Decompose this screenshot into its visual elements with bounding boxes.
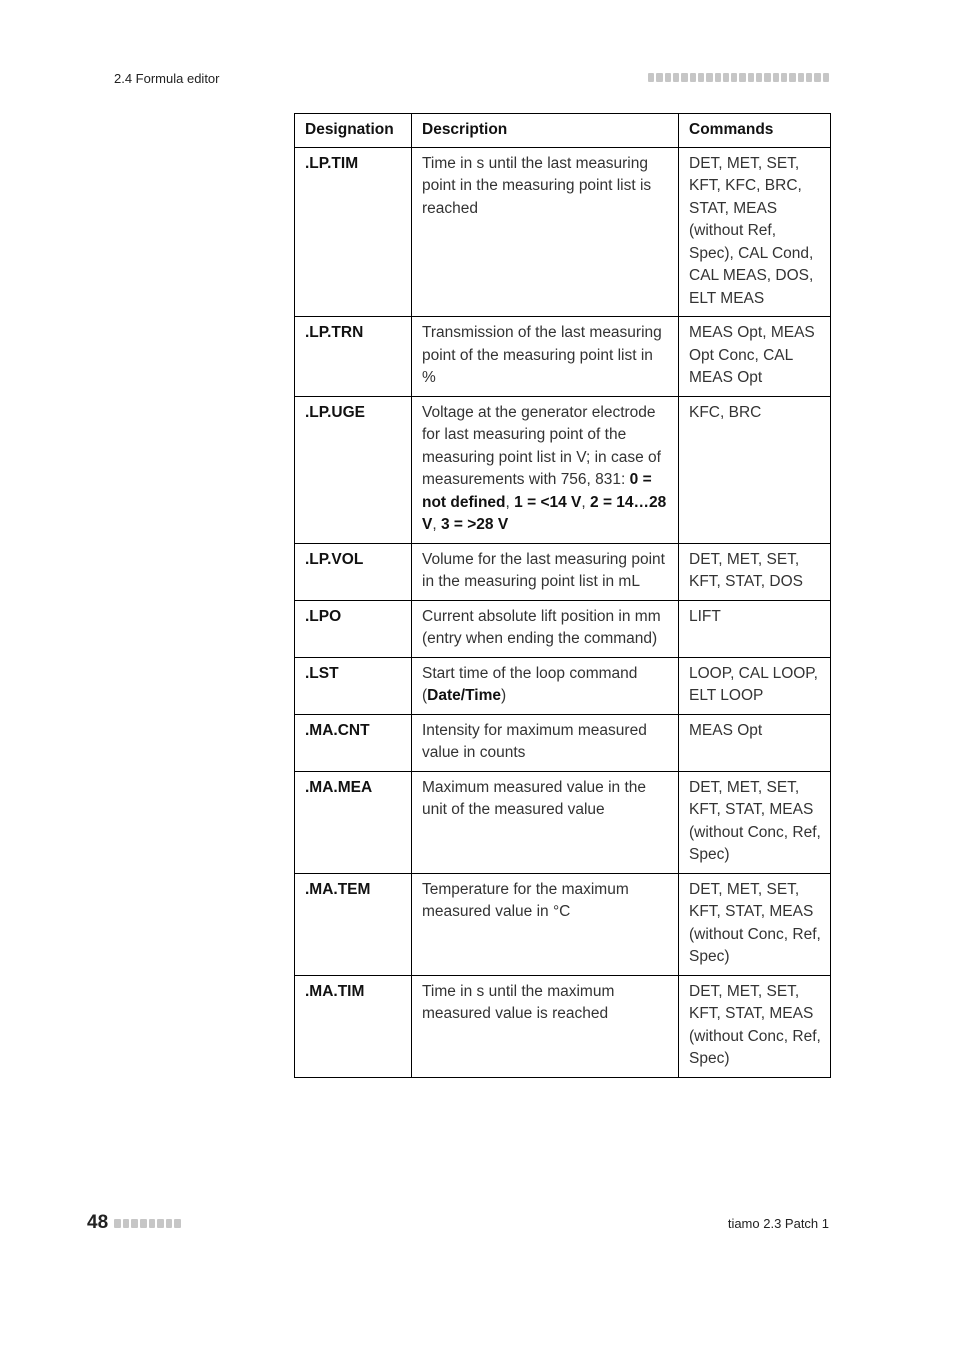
description-cell: [412, 771, 679, 873]
description-text: Volume for the last measuring point in the measuring point list in mL: [422, 550, 665, 590]
decoration-square: [781, 73, 787, 82]
decoration-square: [789, 73, 795, 82]
page-number: 48: [87, 1212, 109, 1233]
designation-cell: .LP.TRN: [295, 317, 412, 397]
designation-cell: .LP.TIM: [295, 147, 412, 317]
decoration-square: [698, 73, 704, 82]
table-row: [295, 147, 831, 317]
formula-variables-table: [294, 113, 831, 1078]
designation-cell: .LP.UGE: [295, 396, 412, 543]
description-bold-text: 0 = not defined: [422, 471, 652, 511]
column-header-description: Description: [412, 114, 679, 148]
description-text: ): [500, 687, 507, 704]
commands-cell: KFC, BRC: [679, 396, 831, 543]
description-cell: [412, 657, 679, 714]
description-cell: [412, 317, 679, 397]
table-row: [295, 771, 831, 873]
table-header-row: [295, 114, 831, 148]
commands-cell: MEAS Opt, MEAS Opt Conc, CAL MEAS Opt: [679, 317, 831, 397]
description-cell: [412, 396, 679, 543]
footer-decoration: [114, 1219, 181, 1228]
description-text: Current absolute lift position in mm (entry when ending the command): [422, 607, 661, 647]
decoration-square: [756, 73, 762, 82]
description-text: Start time of the loop command (: [422, 664, 638, 704]
decoration-square: [806, 73, 812, 82]
decoration-square: [731, 73, 737, 82]
description-cell: [412, 600, 679, 657]
column-header-designation: Designation: [295, 114, 412, 148]
description-text: ,: [581, 493, 591, 511]
description-text: Time in s until the last measuring point in the measuring point list is reached: [422, 154, 652, 217]
description-bold-text: 3 = >28 V: [440, 516, 509, 533]
decoration-square: [157, 1219, 164, 1228]
decoration-square: [166, 1219, 173, 1228]
decoration-square: [656, 73, 662, 82]
commands-cell: DET, MET, SET, KFT, STAT, MEAS (without Conc, Ref, Spec): [679, 771, 831, 873]
designation-cell: .LP.VOL: [295, 543, 412, 600]
footer-product: tiamo 2.3 Patch 1: [727, 1216, 829, 1231]
decoration-square: [131, 1219, 138, 1228]
table-row: [295, 873, 831, 975]
designation-cell: .MA.TIM: [295, 975, 412, 1077]
table-row: [295, 396, 831, 543]
description-bold-text: 2 = 14…28 V: [422, 493, 667, 533]
commands-cell: DET, MET, SET, KFT, STAT, MEAS (without Conc, Ref, Spec): [679, 975, 831, 1077]
commands-cell: DET, MET, SET, KFT, STAT, MEAS (without Conc, Ref, Spec): [679, 873, 831, 975]
decoration-square: [823, 73, 829, 82]
designation-cell: .MA.TEM: [295, 873, 412, 975]
table-row: [295, 543, 831, 600]
decoration-square: [723, 73, 729, 82]
decoration-square: [690, 73, 696, 82]
description-text: Intensity for maximum measured value in counts: [422, 721, 647, 761]
decoration-square: [706, 73, 712, 82]
decoration-square: [715, 73, 721, 82]
description-text: ,: [432, 516, 441, 533]
decoration-square: [814, 73, 820, 82]
table-row: [295, 714, 831, 771]
table-row: [295, 657, 831, 714]
description-text: Maximum measured value in the unit of the measured value: [422, 778, 646, 818]
description-cell: [412, 147, 679, 317]
decoration-square: [748, 73, 754, 82]
designation-cell: .MA.CNT: [295, 714, 412, 771]
description-bold-text: 1 = <14 V: [514, 493, 582, 511]
header-decoration: [648, 73, 829, 82]
decoration-square: [149, 1219, 156, 1228]
description-cell: [412, 543, 679, 600]
decoration-square: [114, 1219, 121, 1228]
decoration-square: [140, 1219, 147, 1228]
designation-cell: .MA.MEA: [295, 771, 412, 873]
description-bold-text: Date/Time: [427, 687, 501, 704]
table-row: [295, 975, 831, 1077]
decoration-square: [773, 73, 779, 82]
commands-cell: DET, MET, SET, KFT, STAT, DOS: [679, 543, 831, 600]
commands-cell: LIFT: [679, 600, 831, 657]
commands-cell: MEAS Opt: [679, 714, 831, 771]
decoration-square: [681, 73, 687, 82]
decoration-square: [764, 73, 770, 82]
decoration-square: [673, 73, 679, 82]
running-head-section: 2.4 Formula editor: [114, 71, 220, 86]
decoration-square: [798, 73, 804, 82]
commands-cell: DET, MET, SET, KFT, KFC, BRC, STAT, MEAS (without Ref, Spec), CAL Cond, CAL MEAS, DOS, ELT MEAS: [679, 147, 831, 317]
table-body: [295, 147, 831, 1077]
description-text: Time in s until the maximum measured value is reached: [422, 982, 615, 1022]
description-text: ,: [505, 493, 515, 511]
column-header-commands: Commands: [679, 114, 831, 148]
table-row: [295, 317, 831, 397]
description-cell: [412, 714, 679, 771]
designation-cell: .LST: [295, 657, 412, 714]
decoration-square: [174, 1219, 181, 1228]
table-row: [295, 600, 831, 657]
description-text: Transmission of the last measuring point of the measuring point list in %: [422, 324, 662, 386]
designation-cell: .LPO: [295, 600, 412, 657]
description-text: Temperature for the maximum measured value in °C: [422, 880, 629, 920]
decoration-square: [665, 73, 671, 82]
description-cell: [412, 873, 679, 975]
decoration-square: [739, 73, 745, 82]
decoration-square: [123, 1219, 130, 1228]
description-cell: [412, 975, 679, 1077]
commands-cell: LOOP, CAL LOOP, ELT LOOP: [679, 657, 831, 714]
decoration-square: [648, 73, 654, 82]
description-text: Voltage at the generator electrode for last measuring point of the measuring point list in V; in case of measurements with 756, 831:: [422, 403, 661, 488]
